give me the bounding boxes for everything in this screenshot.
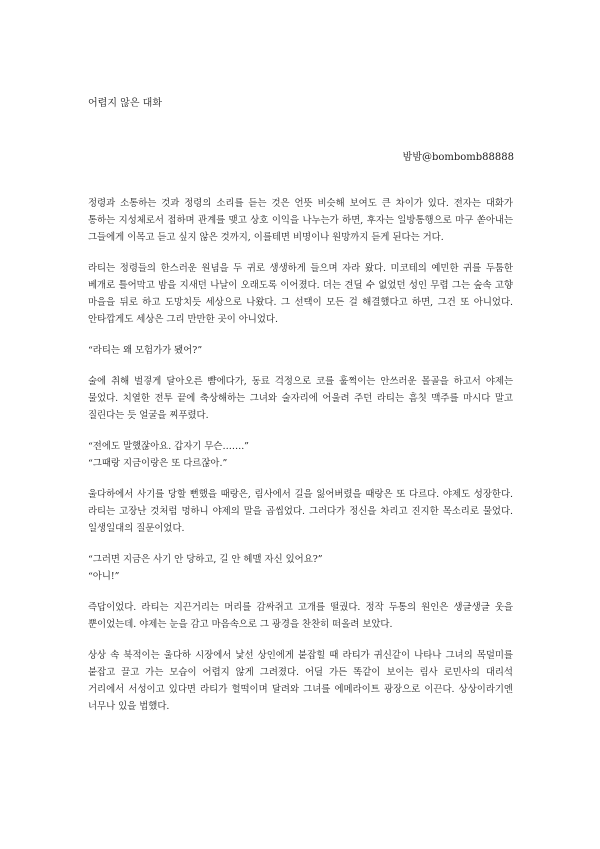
dialogue-line: “그러면 지금은 사기 안 당하고, 길 안 헤맬 자신 있어요?” [88, 554, 323, 565]
document-body [88, 195, 513, 729]
author-handle: 밤밤@bombomb88888 [402, 152, 514, 163]
dialogue-line: “전에도 말했잖아요. 갑자기 무슨…….” [88, 441, 249, 452]
paragraph: 상상 속 북적이는 울다하 시장에서 낯선 상인에게 붙잡힐 때 라티가 귀신같이 나타나 그녀의 목덜미를 붙잡고 끌고 가는 모습이 어렵지 않게 그려졌다. 어딜 가든 똑같이 보이는 림사 로민사의 대리석 거리에서 서성이고 있다면 라티가 헐떡이며 달려와 그녀를 에메라이트 광장으로 이끈다. 상상이라기엔 너무나 있을 법했다. [88, 650, 513, 712]
dialogue-line: “라티는 왜 모험가가 됐어?” [88, 345, 203, 356]
dialogue-line: “아니!” [88, 571, 120, 582]
paragraph: 라티는 정령들의 한스러운 원념을 두 귀로 생생하게 들으며 자라 왔다. 미코테의 예민한 귀를 두툼한 베개로 틀어막고 밤을 지새던 나날이 오래도록 이어졌다. 더는 견딜 수 없었던 성인 무렵 그는 숲속 고향 마을을 뒤로 하고 도망치듯 세상으로 나왔다. 그 선택이 모든 걸 해결했다고 하면, 그건 또 아니었다. 안타깝게도 세상은 그리 만만한 곳이 아니었다. [88, 263, 513, 325]
paragraph: 술에 취해 벌겋게 달아오른 뺨에다가, 동료 걱정으로 코를 훌쩍이는 안쓰러운 몰골을 하고서 야제는 물었다. 치열한 전투 끝에 축상해하는 그녀와 술자리에 어울려 주던 라티는 흠칫 맥주를 마시다 말고 질린다는 듯 얼굴을 찌푸렸다. [88, 376, 513, 421]
dialogue-block [88, 438, 513, 472]
paragraph: 울다하에서 사기를 당할 뻔했을 때랑은, 림사에서 길을 잃어버렸을 때랑은 또 다르다. 야제도 성장한다. 라티는 고장난 것처럼 멍하니 야제의 말을 곱씹었다. 그러다가 정신을 차리고 진지한 목소리로 물었다. 일생일대의 질문이었다. [88, 489, 513, 534]
paragraph: 즉답이었다. 라티는 지끈거리는 머리를 감싸쥐고 고개를 떨궜다. 정작 두통의 원인은 생글생글 웃을 뿐이었는데. 야제는 눈을 감고 마음속으로 그 광경을 찬찬히 떠올려 보았다. [88, 602, 513, 630]
dialogue-line: “그때랑 지금이랑은 또 다르잖아.” [88, 458, 228, 469]
paragraph: 정령과 소통하는 것과 정령의 소리를 듣는 것은 언뜻 비슷해 보여도 큰 차이가 있다. 전자는 대화가 통하는 지성체로서 접하며 관계를 맺고 상호 이익을 나누는가 하면, 후자는 일방통행으로 마구 쏟아내는 그들에게 이목고 듣고 싶지 않은 것까지, 이를테면 비명이나 원망까지 듣게 된다는 거다. [88, 198, 513, 243]
dialogue-block [88, 551, 513, 585]
document-title: 어렵지 않은 대화 [88, 98, 162, 109]
